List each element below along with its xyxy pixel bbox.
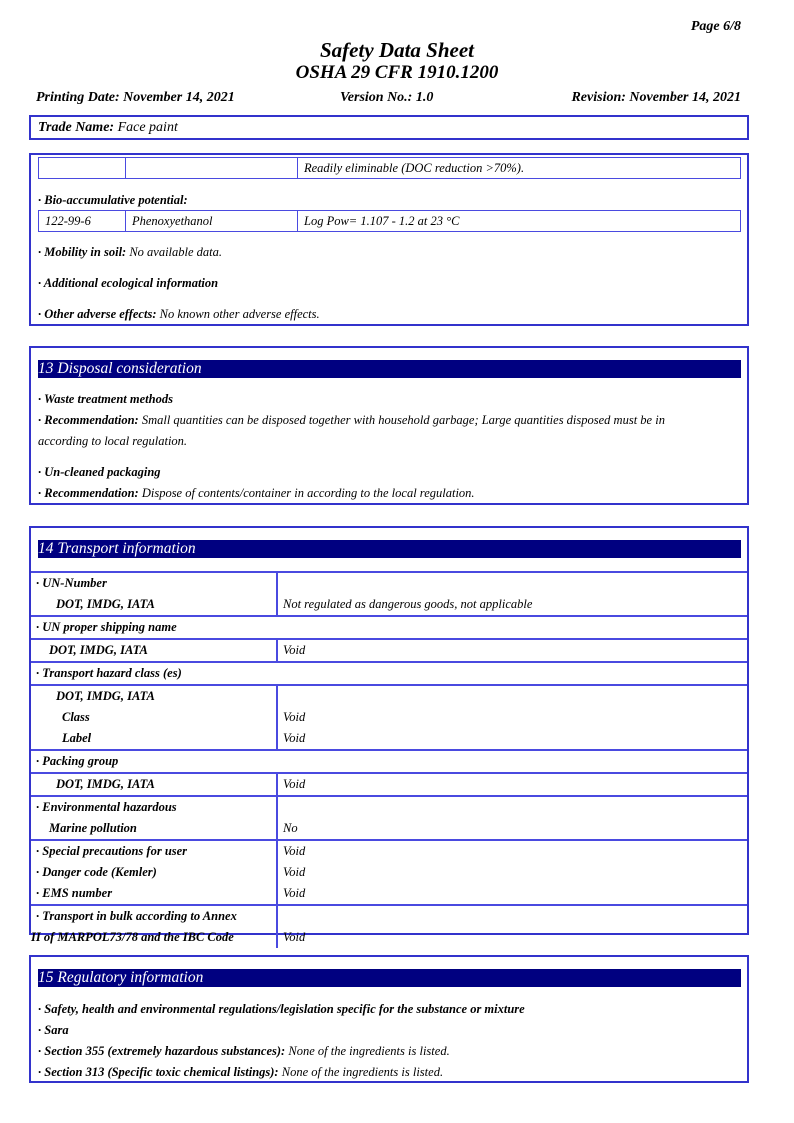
table-row-environmental <box>31 796 747 840</box>
table-row-hazard-class <box>31 662 747 685</box>
bio-accumulative-table <box>38 210 741 232</box>
printing-date: Printing Date: November 14, 2021 <box>36 90 235 105</box>
mobility-value: No available data. <box>126 245 223 259</box>
section-15-box <box>29 955 749 1083</box>
mobility-label: · Mobility in soil: <box>38 245 127 259</box>
packing-group-label: · Packing group <box>36 754 119 768</box>
section-355-label: · Section 355 (extremely hazardous substances): <box>38 1044 286 1058</box>
table-cell: Readily eliminable (DOC reduction >70%). <box>298 158 741 179</box>
bulk-transport-label-2: II of MARPOL73/78 and the IBC Code <box>31 930 234 944</box>
table-row-un-number <box>31 572 747 616</box>
shipping-name-label: · UN proper shipping name <box>36 620 177 634</box>
page-number: Page 6/8 <box>690 19 741 34</box>
cas-number: 122-99-6 <box>39 211 126 232</box>
un-number-value: Not regulated as dangerous goods, not applicable <box>283 597 533 611</box>
mobility-in-soil <box>38 245 222 260</box>
environmental-hazardous-label: · Environmental hazardous <box>36 800 177 814</box>
substance-name: Phenoxyethanol <box>126 211 298 232</box>
table-row-shipping-name-value <box>31 639 747 662</box>
transport-table <box>31 571 747 948</box>
section-13-box <box>29 346 749 505</box>
section-13-heading: 13 Disposal consideration <box>38 360 741 378</box>
document-subtitle: OSHA 29 CFR 1910.1200 <box>295 62 499 83</box>
recommendation-value: Small quantities can be disposed together with household garbage; Large quantities disposed must be in <box>138 413 665 427</box>
hazard-class-label: · Transport hazard class (es) <box>36 666 182 680</box>
hazard-class-sub: DOT, IMDG, IATA <box>56 689 155 703</box>
trade-name <box>38 120 178 136</box>
trade-name-value: Face paint <box>114 120 178 135</box>
packing-group-value: Void <box>283 777 306 791</box>
special-precautions-value: Void <box>283 844 306 858</box>
document-title: Safety Data Sheet <box>320 38 474 62</box>
packing-group-sub: DOT, IMDG, IATA <box>56 777 155 791</box>
table-row-hazard-class-values <box>31 685 747 750</box>
bulk-transport-label-1: · Transport in bulk according to Annex <box>36 909 237 923</box>
trade-name-box <box>29 115 749 140</box>
uncleaned-packaging-label: · Un-cleaned packaging <box>38 465 161 479</box>
revision-date: Revision: November 14, 2021 <box>571 90 741 105</box>
other-adverse-label: · Other adverse effects: <box>38 307 157 321</box>
section-15-heading: 15 Regulatory information <box>38 969 741 987</box>
section-313 <box>38 1065 443 1080</box>
ems-number-value: Void <box>283 886 306 900</box>
recommendation-2 <box>38 486 475 501</box>
recommendation-label: · Recommendation: <box>38 486 139 500</box>
ems-number-label: · EMS number <box>36 886 113 900</box>
degradability-table <box>38 157 741 179</box>
kemler-label: · Danger code (Kemler) <box>36 865 157 879</box>
un-number-label: · UN-Number <box>36 576 107 590</box>
table-row-bulk-transport <box>31 905 747 948</box>
recommendation-value: Dispose of contents/container in according to the local regulation. <box>138 486 475 500</box>
regulations-label: · Safety, health and environmental regulations/legislation specific for the substance or mixture <box>38 1002 525 1016</box>
label-value: Void <box>283 731 306 745</box>
un-number-sub: DOT, IMDG, IATA <box>56 597 155 611</box>
section-14-heading: 14 Transport information <box>38 540 741 558</box>
waste-treatment-label: · Waste treatment methods <box>38 392 173 406</box>
marine-pollution-label: Marine pollution <box>49 821 137 835</box>
section-355-value: None of the ingredients is listed. <box>285 1044 450 1058</box>
class-label: Class <box>62 710 90 724</box>
class-value: Void <box>283 710 306 724</box>
special-precautions-label: · Special precautions for user <box>36 844 188 858</box>
log-pow-value: Log Pow= 1.107 - 1.2 at 23 °C <box>298 211 741 232</box>
table-row <box>39 158 741 179</box>
label-label: Label <box>62 731 92 745</box>
table-row-precautions <box>31 840 747 905</box>
recommendation-label: · Recommendation: <box>38 413 139 427</box>
table-row-packing-group-value <box>31 773 747 796</box>
bio-accumulative-label: · Bio-accumulative potential: <box>38 193 188 207</box>
recommendation-1 <box>38 413 665 428</box>
kemler-value: Void <box>283 865 306 879</box>
section-313-label: · Section 313 (Specific toxic chemical listings): <box>38 1065 279 1079</box>
table-cell <box>39 158 126 179</box>
sara-label: · Sara <box>38 1023 69 1037</box>
section-313-value: None of the ingredients is listed. <box>278 1065 444 1079</box>
table-row-packing-group <box>31 750 747 773</box>
marine-pollution-value: No <box>283 821 298 835</box>
additional-ecological-info: · Additional ecological information <box>38 276 219 290</box>
trade-name-label: Trade Name: <box>38 120 115 135</box>
shipping-name-sub: DOT, IMDG, IATA <box>49 643 148 657</box>
shipping-name-value: Void <box>283 643 306 657</box>
other-adverse-effects <box>38 307 320 322</box>
table-cell <box>126 158 298 179</box>
table-row <box>39 211 741 232</box>
version-number: Version No.: 1.0 <box>340 90 434 105</box>
section-12-box <box>29 153 749 326</box>
recommendation-1-continued: according to local regulation. <box>38 434 188 448</box>
table-row-shipping-name <box>31 616 747 639</box>
bulk-transport-value: Void <box>283 930 306 944</box>
section-355 <box>38 1044 450 1059</box>
other-adverse-value: No known other adverse effects. <box>156 307 320 321</box>
section-14-box <box>29 526 749 944</box>
